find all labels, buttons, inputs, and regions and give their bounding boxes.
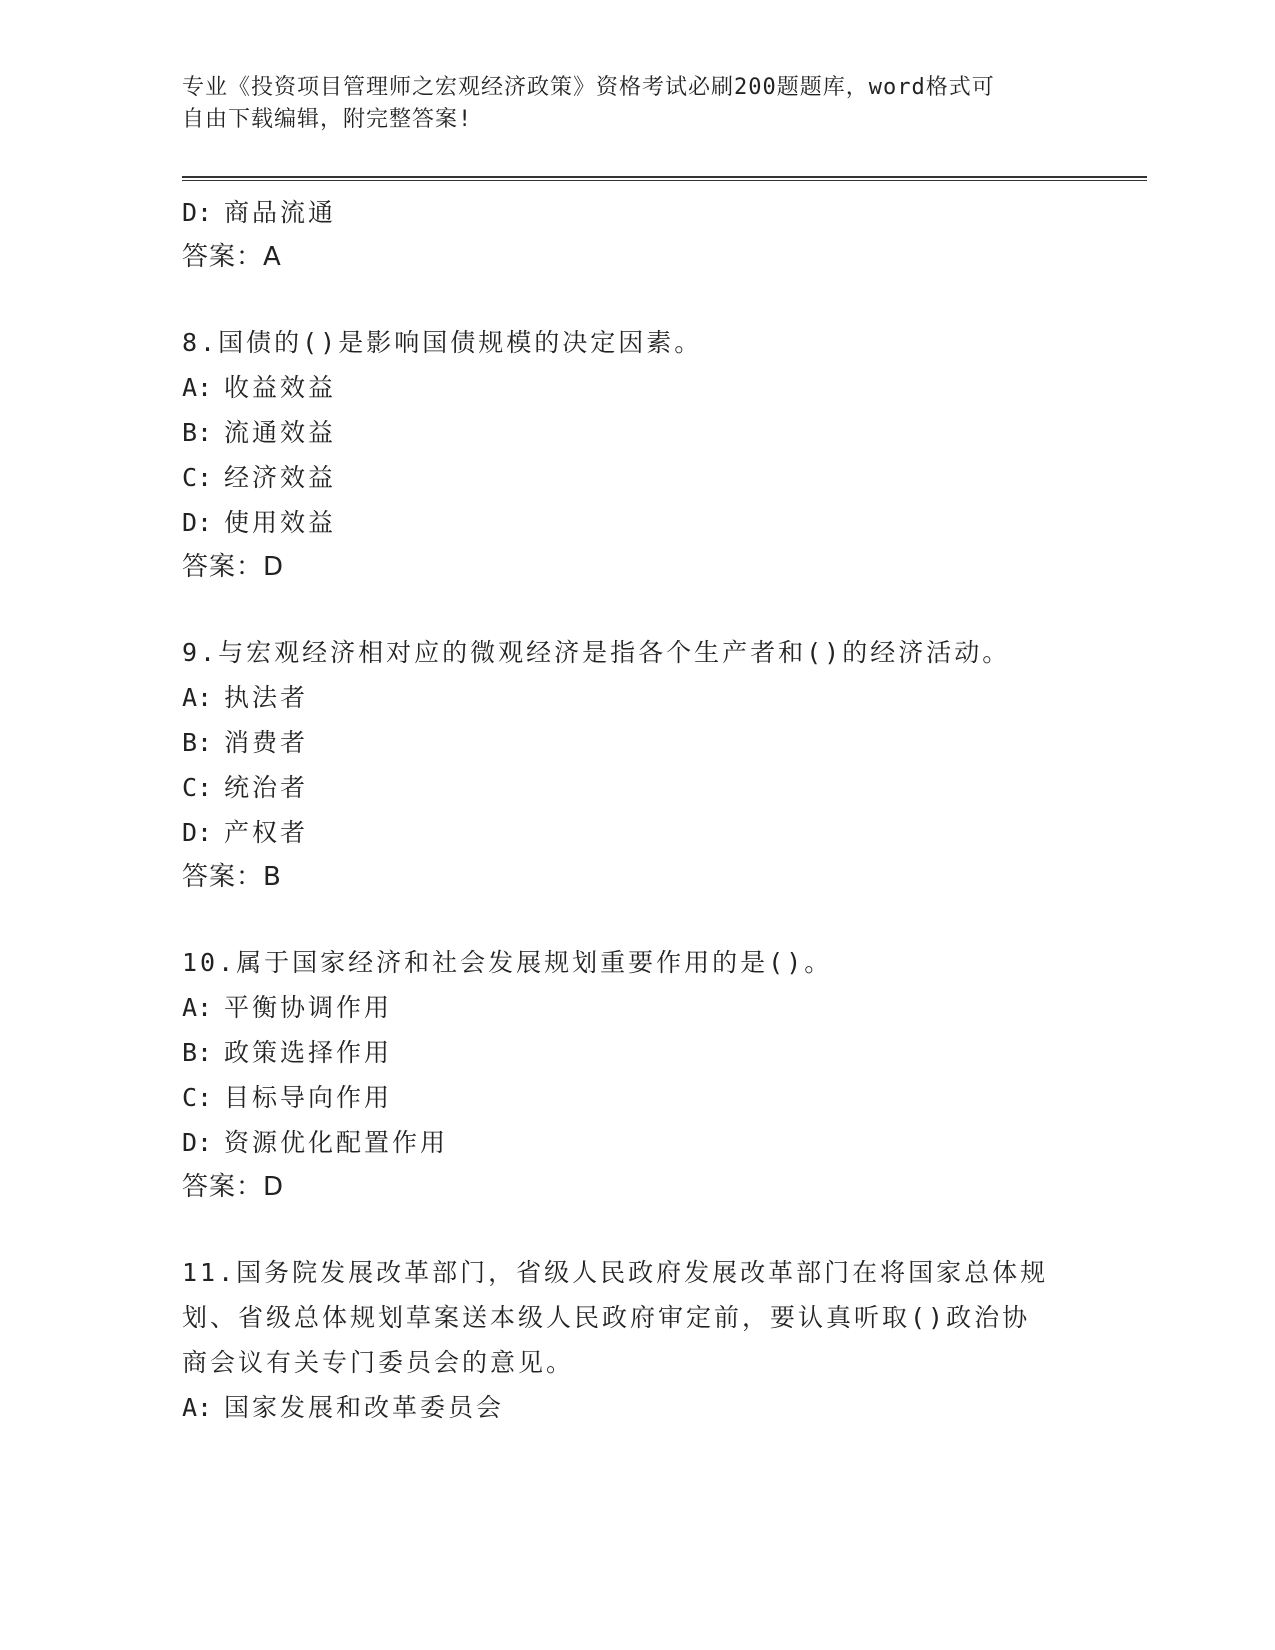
answer-line: 答案：B: [182, 862, 282, 892]
option-text: 流通效益: [224, 418, 337, 447]
header-line-2: 自由下载编辑，附完整答案!: [182, 107, 473, 132]
option-letter: D:: [182, 818, 213, 847]
option-letter: A:: [182, 373, 213, 402]
question-stem-line-3: 商会议有关专门委员会的意见。: [182, 1348, 575, 1377]
header-line-1: 专业《投资项目管理师之宏观经济政策》资格考试必刷200题题库，word格式可: [182, 75, 995, 100]
option-d: [182, 500, 1062, 545]
option-text: 目标导向作用: [224, 1083, 393, 1112]
option-c: [182, 765, 1062, 810]
option-letter: B:: [182, 728, 213, 757]
option-text: 统治者: [224, 773, 309, 802]
option-b: [182, 410, 1062, 455]
option-c: [182, 1075, 1062, 1120]
option-d: [182, 1120, 1062, 1165]
option-letter: A:: [182, 683, 213, 712]
header-divider: [182, 176, 1147, 181]
option-letter: C:: [182, 1083, 213, 1112]
option-letter: C:: [182, 463, 213, 492]
option-text: 商品流通: [224, 198, 337, 227]
option-text: 执法者: [224, 683, 309, 712]
question-stem-line-2: 划、省级总体规划草案送本级人民政府审定前，要认真听取()政治协: [182, 1303, 1031, 1332]
option-a: [182, 365, 1062, 410]
option-letter: B:: [182, 1038, 213, 1067]
option-b: [182, 1030, 1062, 1075]
option-a: [182, 675, 1062, 720]
option-text: 使用效益: [224, 508, 337, 537]
question-stem: 9.与宏观经济相对应的微观经济是指各个生产者和()的经济活动。: [182, 638, 1011, 667]
option-letter: C:: [182, 773, 213, 802]
option-text: 产权者: [224, 818, 309, 847]
option-d: [182, 190, 1062, 235]
option-b: [182, 720, 1062, 765]
answer-line: 答案：A: [182, 242, 282, 272]
option-c: [182, 455, 1062, 500]
option-text: 平衡协调作用: [224, 993, 393, 1022]
option-letter: D:: [182, 1128, 213, 1157]
option-text: 收益效益: [224, 373, 337, 402]
option-text: 消费者: [224, 728, 309, 757]
option-text: 资源优化配置作用: [224, 1128, 449, 1157]
answer-line: 答案：D: [182, 552, 285, 582]
option-text: 经济效益: [224, 463, 337, 492]
question-stem-line-1: 11.国务院发展改革部门，省级人民政府发展改革部门在将国家总体规: [182, 1258, 1049, 1287]
question-content: [182, 190, 1062, 1430]
option-text: 政策选择作用: [224, 1038, 393, 1067]
option-letter: A:: [182, 993, 213, 1022]
question-stem: 8.国债的()是影响国债规模的决定因素。: [182, 328, 703, 357]
question-stem: 10.属于国家经济和社会发展规划重要作用的是()。: [182, 948, 833, 977]
document-header: [182, 72, 1062, 136]
option-a: [182, 985, 1062, 1030]
option-d: [182, 810, 1062, 855]
option-text: 国家发展和改革委员会: [224, 1393, 505, 1422]
answer-line: 答案：D: [182, 1172, 285, 1202]
option-letter: D:: [182, 198, 213, 227]
option-letter: D:: [182, 508, 213, 537]
option-a: [182, 1385, 1062, 1430]
option-letter: A:: [182, 1393, 213, 1422]
option-letter: B:: [182, 418, 213, 447]
